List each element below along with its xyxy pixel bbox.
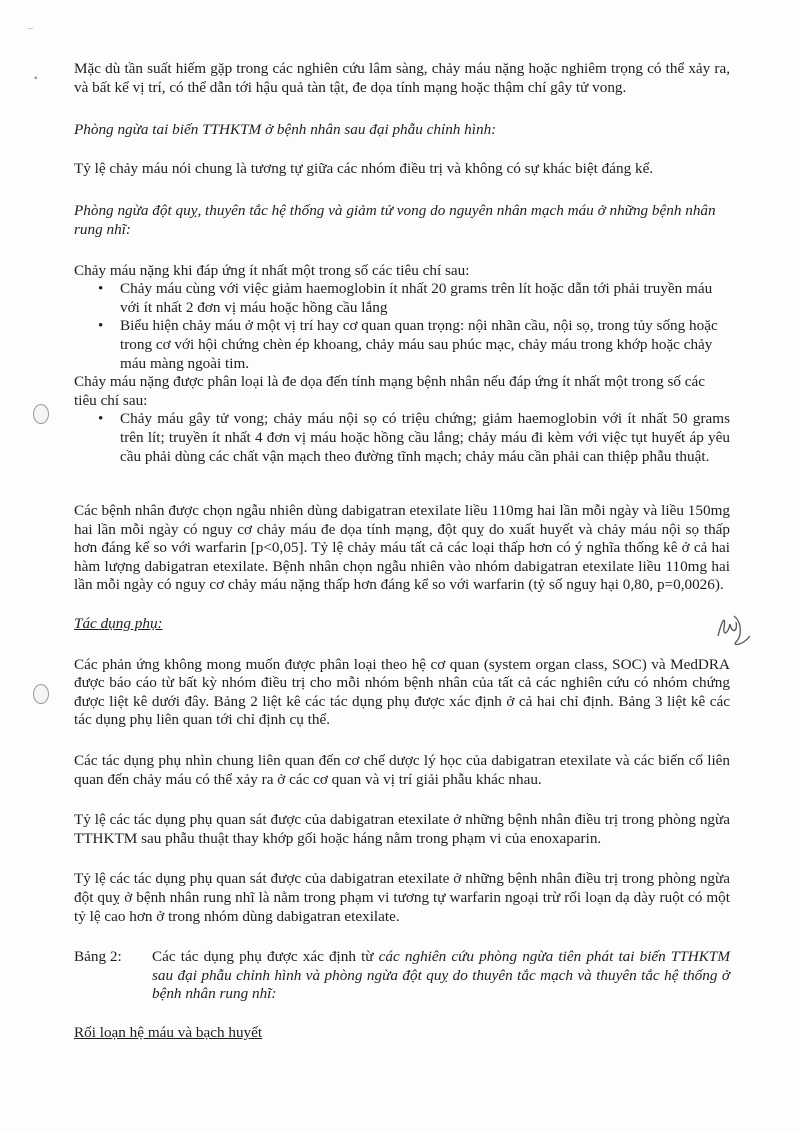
list-item: • Chảy máu cùng với việc giảm haemoglobin ít nhất 20 grams trên lít hoặc dẫn tới phải truyền máu với ít nhất 2 đơn vị máu hoặc hồng cầu lắng — [98, 280, 713, 316]
table-caption-text: Các tác dụng phụ được xác định từ — [152, 948, 379, 966]
paragraph-side-effects-mechanism: Các tác dụng phụ nhìn chung liên quan đến cơ chế dược lý học của dabigatran etexilate và các biến cố liên quan đến chảy máu có thể xảy ra ở các cơ quan và vị trí giải phẫu khác nhau. — [74, 752, 730, 788]
punch-hole — [33, 684, 49, 704]
paragraph-dabigatran-results: Các bệnh nhân được chọn ngẫu nhiên dùng dabigatran etexilate liều 110mg hai lần mỗi ngày và liều 150mg hai lần mỗi ngày có nguy cơ chảy máu đe dọa tính mạng, đột quỵ do xuất huyết và chảy máu nội sọ thấp hơn đáng kể so với warfarin [p<0,05]. Tỷ lệ chảy máu tất cả các loại thấp hơn có ý nghĩa thống kê ở cả hai hàm lượng dabigatran etexilate. Bệnh nhân chọn ngẫu nhiên vào nhóm dabigatran etexilate liều 110mg hai lần mỗi ngày có nguy cơ chảy máu nặng thấp hơn đáng kể so với warfarin (tỷ số nguy hại 0,80, p=0,0026). — [74, 502, 730, 594]
table-caption-italic: các nghiên cứu phòng ngừa tiên phát tai biến TTHKTM sau đại phẫu chỉnh hình và phòng ngừa đột quỵ do thuyên tắc mạch và thuyên tắc hệ thống ở bệnh nhân rung nhĩ: — [152, 948, 730, 1003]
heading-side-effects: Tác dụng phụ: — [74, 615, 163, 633]
heading-blood-lymph-disorders: Rối loạn hệ máu và bạch huyết — [74, 1023, 263, 1041]
paragraph-major-bleeding-criteria: Chảy máu nặng khi đáp ứng ít nhất một trong số các tiêu chí sau: — [74, 261, 470, 279]
paragraph-bleeding-rate: Tỷ lệ chảy máu nói chung là tương tự giữa các nhóm điều trị và không có sự khác biệt đáng kể. — [74, 159, 654, 177]
scan-mark: – — [28, 23, 33, 34]
list-item: • Biểu hiện chảy máu ở một vị trí hay cơ quan quan trọng: nội nhãn cầu, nội sọ, trong tủy sống hoặc trong cơ với hội chứng chèn ép khoang, chảy máu sau phúc mạc, chảy máu trong khớp hoặc chảy máu màng ngoài tim. — [98, 317, 718, 372]
heading-orthopedic-prevention: Phòng ngừa tai biến TTHKTM ở bệnh nhân sau đại phẫu chỉnh hình: — [74, 121, 497, 139]
heading-stroke-prevention: Phòng ngừa đột quỵ, thuyên tắc hệ thống và giảm tử vong do nguyên nhân mạch máu ở những bệnh nhân rung nhĩ: — [74, 202, 716, 238]
list-life-threatening-criteria — [74, 410, 730, 466]
paragraph-side-effects-classification: Các phản ứng không mong muốn được phân loại theo hệ cơ quan (system organ class, SOC) và MedDRA được báo cáo từ bất kỳ nhóm điều trị cho mỗi nhóm bệnh nhân của tất cả các nghiên cứu có nhóm chứng được liệt kê dưới đây. Bảng 2 liệt kê các tác dụng phụ được xác định ở cả hai chỉ định. Bảng 3 liệt kê các tác dụng phụ liên quan tới chỉ định cụ thể. — [74, 655, 730, 729]
paragraph-life-threatening-criteria: Chảy máu nặng được phân loại là đe dọa đến tính mạng bệnh nhân nếu đáp ứng ít nhất một trong số các tiêu chí sau: — [74, 373, 705, 409]
list-major-bleeding-criteria — [74, 280, 730, 373]
scan-mark: ▪ — [34, 73, 38, 84]
paragraph-severe-bleeding: Mặc dù tần suất hiếm gặp trong các nghiên cứu lâm sàng, chảy máu nặng hoặc nghiêm trọng có thể xảy ra, và bất kể vị trí, có thể dẫn tới hậu quả tàn tật, đe dọa tính mạng hoặc thậm chí gây tử vong. — [74, 60, 730, 96]
paragraph-side-effects-vte: Tỷ lệ các tác dụng phụ quan sát được của dabigatran etexilate ở những bệnh nhân điều trị trong phòng ngừa TTHKTM sau phẫu thuật thay khớp gối hoặc háng nằm trong phạm vi của enoxaparin. — [74, 811, 730, 847]
document-page — [74, 60, 730, 1043]
table-caption — [74, 948, 730, 1004]
table-label: Bảng 2: — [74, 948, 122, 966]
paragraph-side-effects-af: Tỷ lệ các tác dụng phụ quan sát được của dabigatran etexilate ở những bệnh nhân điều trị trong phòng ngừa đột quỵ ở bệnh nhân rung nhĩ là nằm trong phạm vi tương tự warfarin ngoại trừ rối loạn dạ dày ruột có một tỷ lệ cao hơn ở trong nhóm dùng dabigatran etexilate. — [74, 870, 730, 925]
punch-hole — [33, 404, 49, 424]
list-item: • Chảy máu gây tử vong; chảy máu nội sọ có triệu chứng; giảm haemoglobin với ít nhất 50 grams trên lít; truyền ít nhất 4 đơn vị máu hoặc hồng cầu lắng; chảy máu đi kèm với việc tụt huyết áp yêu cầu phải dùng các chất vận mạch theo đường tĩnh mạch; chảy máu cần phải can thiệp phẫu thuật. — [98, 410, 730, 465]
